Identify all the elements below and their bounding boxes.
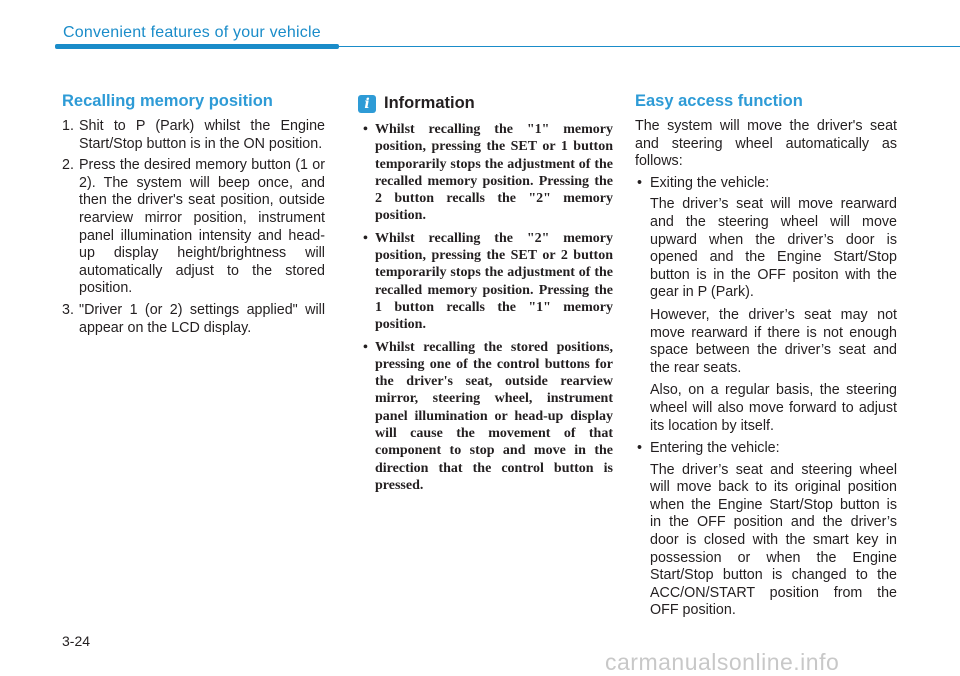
list-item — [62, 302, 325, 337]
easy-access-title: Easy access function — [635, 92, 803, 110]
watermark: carmanualsonline.info — [605, 649, 840, 675]
step-number: 1. — [62, 118, 74, 134]
info-icon: i — [358, 95, 376, 113]
bullet-icon: • — [637, 174, 643, 191]
header-accent-bar — [55, 44, 339, 49]
exiting-paragraph: Also, on a regular basis, the steering wheel will also move forward to adjust its location by itself. — [650, 382, 897, 434]
easy-access-intro: The system will move the driver's seat and steering wheel automatically as follows: — [635, 118, 897, 170]
list-item: • Whilst recalling the "1" memory position, pressing the SET or 1 button temporarily stops the adjustment of the recalled memory position. Pressing the 2 button recalls the "2" memory position. — [363, 121, 613, 225]
exiting-paragraph: However, the driver’s seat may not move rearward if there is not enough space between the driver’s seat and the rear seats. — [650, 306, 897, 376]
list-item: • Whilst recalling the stored positions, pressing one of the control buttons for the driver's seat, outside rearview mirror, steering wheel, instrument panel illumination or head-up display will cause the movement of that component to stop and move in the direction that the control button is pressed. — [363, 339, 613, 495]
page-number: 3-24 — [62, 633, 91, 649]
step-number: 3. — [62, 301, 74, 318]
information-column — [363, 90, 613, 499]
step-number: 2. — [62, 157, 74, 174]
easy-access-list — [635, 175, 897, 620]
exiting-paragraph: The driver’s seat will move rearward and the steering wheel will move upward when the driver’s door is opened and the Engine Start/Stop button is in the OFF positon with the gear in P (Park). — [650, 196, 897, 301]
recalling-memory-title: Recalling memory position — [62, 92, 273, 110]
bullet-icon: • — [637, 440, 643, 457]
section-header-title: Convenient features of your vehicle — [63, 24, 321, 41]
information-header — [363, 94, 613, 113]
step-text: "Driver 1 (or 2) settings applied" will appear on the LCD display. — [79, 301, 325, 336]
recall-steps-list — [62, 118, 325, 337]
left-column — [62, 90, 325, 341]
right-column — [635, 90, 897, 625]
list-item: • Whilst recalling the "2" memory position, pressing the SET or 2 button temporarily stops the adjustment of the recalled memory position. Pressing the 1 button recalls the "1" memory position. — [363, 230, 613, 334]
list-item — [62, 118, 325, 153]
entering-title: Entering the vehicle: — [650, 440, 780, 457]
list-item — [62, 157, 325, 298]
list-item — [635, 175, 897, 435]
information-list — [363, 121, 613, 494]
header-rule — [339, 46, 960, 47]
exiting-title: Exiting the vehicle: — [650, 174, 770, 191]
information-title: Information — [384, 94, 475, 112]
entering-paragraph: The driver’s seat and steering wheel will move back to its original position when the Engine Start/Stop button is in the OFF position and the driver’s door is closed with the smart key in possession or when the Engine Start/Stop button is changed to the ACC/ON/START position from the OFF position. — [650, 461, 897, 619]
step-text: Shit to P (Park) whilst the Engine Start/Stop button is in the ON position. — [79, 118, 325, 152]
list-item — [635, 440, 897, 620]
step-text: Press the desired memory button (1 or 2). The system will beep once, and then the driver's seat position, outside rearview mirror position, instrument panel illumination intensity and head-up display height/brightness will automatically adjust to the stored position. — [79, 157, 325, 297]
